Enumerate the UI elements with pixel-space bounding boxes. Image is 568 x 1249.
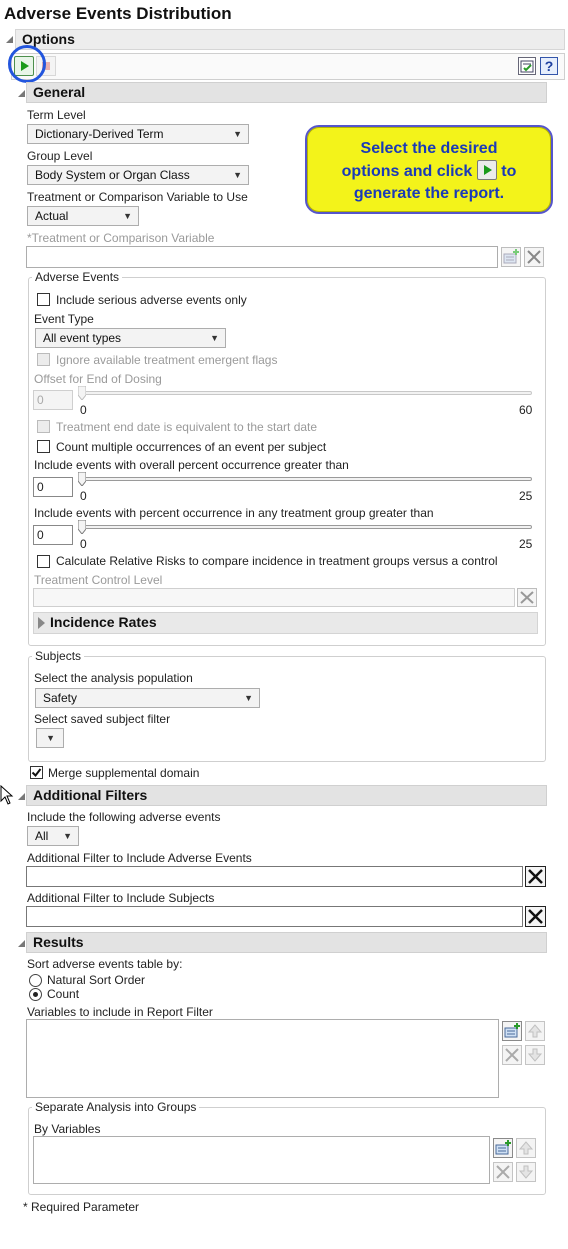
close-icon: [525, 248, 543, 266]
remove-report-filter-button[interactable]: [502, 1045, 522, 1065]
callout-line2: [307, 160, 551, 183]
ignore-flags-label: Ignore available treatment emergent flags: [56, 353, 278, 367]
help-icon[interactable]: ?: [540, 57, 558, 75]
group-level-label: Group Level: [27, 149, 93, 163]
close-icon: [494, 1163, 512, 1181]
filter-subj-label: Additional Filter to Include Subjects: [27, 891, 215, 905]
by-variables-label: By Variables: [34, 1122, 101, 1136]
move-down-button[interactable]: [525, 1045, 545, 1065]
clear-filter-subj-button[interactable]: [525, 906, 546, 927]
required-note: * Required Parameter: [23, 1200, 140, 1214]
remove-variable-button[interactable]: [524, 247, 544, 267]
group-level-select[interactable]: [27, 165, 249, 185]
offset-max-tick: 60: [519, 403, 533, 417]
group-pct-min-tick: 0: [80, 537, 87, 551]
include-ae-select[interactable]: [27, 826, 79, 846]
general-header[interactable]: General: [26, 82, 547, 103]
filter-ae-field[interactable]: [26, 866, 523, 887]
population-label: Select the analysis population: [34, 671, 193, 685]
report-filter-label: Variables to include in Report Filter: [27, 1005, 213, 1019]
chevron-down-icon: ▼: [244, 693, 253, 703]
add-report-filter-button[interactable]: [502, 1021, 522, 1041]
sort-natural-radio[interactable]: [29, 974, 42, 987]
control-level-label: Treatment Control Level: [34, 573, 163, 587]
group-pct-max-tick: 25: [519, 537, 533, 551]
chevron-down-icon: ▼: [123, 211, 132, 221]
offset-slider[interactable]: [80, 391, 532, 395]
callout-line1: Select the desired: [360, 140, 498, 157]
close-icon: [526, 907, 545, 926]
treatment-var-select[interactable]: [27, 206, 139, 226]
remove-by-variable-button[interactable]: [493, 1162, 513, 1182]
overall-pct-input[interactable]: 0: [33, 477, 73, 497]
overall-pct-label: Include events with overall percent occurrence greater than: [34, 458, 349, 472]
callout-line2b: to: [501, 163, 517, 180]
relative-risks-checkbox[interactable]: [37, 555, 50, 568]
sort-natural-label: Natural Sort Order: [47, 973, 146, 987]
chevron-down-icon: ▼: [233, 170, 242, 180]
collapse-triangle-icon[interactable]: [6, 36, 13, 43]
close-icon: [518, 589, 536, 606]
end-equiv-start-label: Treatment end date is equivalent to the start date: [56, 420, 318, 434]
group-pct-slider[interactable]: [80, 525, 532, 529]
subjects-legend: Subjects: [32, 649, 84, 663]
report-filter-list[interactable]: [26, 1019, 499, 1098]
add-list-icon: [494, 1139, 512, 1157]
include-ae-value: All: [35, 829, 49, 843]
checkmark-icon: [31, 767, 42, 778]
filter-ae-label: Additional Filter to Include Adverse Events: [27, 851, 252, 865]
add-variable-button[interactable]: [501, 247, 521, 267]
by-variables-list[interactable]: [33, 1136, 490, 1184]
sort-label: Sort adverse events table by:: [27, 957, 183, 971]
instruction-callout: [305, 125, 553, 214]
chevron-down-icon: ▼: [63, 831, 72, 841]
filter-subj-field[interactable]: [26, 906, 523, 927]
overall-pct-slider[interactable]: [80, 477, 532, 481]
options-header[interactable]: Options: [15, 29, 565, 50]
merge-supp-checkbox[interactable]: [30, 766, 43, 779]
offset-label: Offset for End of Dosing: [34, 372, 162, 386]
arrow-up-icon: [517, 1139, 535, 1157]
event-type-value: All event types: [43, 331, 122, 345]
close-icon: [503, 1046, 521, 1064]
arrow-down-icon: [526, 1046, 544, 1064]
sort-count-label: Count: [47, 987, 80, 1001]
additional-filters-header[interactable]: Additional Filters: [26, 785, 547, 806]
count-multiple-label: Count multiple occurrences of an event per subject: [56, 440, 327, 454]
group-level-value: Body System or Organ Class: [35, 168, 190, 182]
overall-pct-min-tick: 0: [80, 489, 87, 503]
slider-thumb-icon[interactable]: [78, 520, 86, 534]
play-icon: [477, 160, 497, 180]
add-list-icon: [502, 248, 520, 266]
saved-filter-select[interactable]: [36, 728, 64, 748]
chevron-down-icon: ▼: [233, 129, 242, 139]
callout-line2a: options and click: [341, 163, 473, 180]
population-select[interactable]: [35, 688, 260, 708]
treatment-required-label: *Treatment or Comparison Variable: [27, 231, 215, 245]
expand-triangle-icon[interactable]: [38, 617, 45, 629]
toolbar: [11, 53, 565, 80]
term-level-label: Term Level: [27, 108, 86, 122]
chevron-down-icon: ▼: [46, 733, 55, 743]
term-level-value: Dictionary-Derived Term: [35, 127, 164, 141]
merge-supp-label: Merge supplemental domain: [48, 766, 200, 780]
end-equiv-start-checkbox[interactable]: [37, 420, 50, 433]
move-up-button[interactable]: [525, 1021, 545, 1041]
results-header[interactable]: Results: [26, 932, 547, 953]
slider-thumb-icon[interactable]: [78, 472, 86, 486]
incidence-rates-label: Incidence Rates: [50, 614, 157, 630]
adverse-events-legend: Adverse Events: [32, 270, 122, 284]
treatment-var-value: Actual: [35, 209, 69, 223]
event-type-select[interactable]: [35, 328, 226, 348]
relative-risks-label: Calculate Relative Risks to compare incidence in treatment groups versus a control: [56, 554, 498, 568]
slider-thumb-icon[interactable]: [78, 386, 86, 400]
treatment-variable-field[interactable]: [26, 246, 498, 268]
count-multiple-checkbox[interactable]: [37, 440, 50, 453]
include-ae-label: Include the following adverse events: [27, 810, 221, 824]
event-type-label: Event Type: [34, 312, 94, 326]
add-by-variable-button[interactable]: [493, 1138, 513, 1158]
collapse-triangle-icon[interactable]: [18, 793, 25, 800]
highlight-ring: [8, 45, 46, 83]
close-icon: [526, 867, 545, 886]
ignore-flags-checkbox[interactable]: [37, 353, 50, 366]
mouse-cursor-icon: [0, 785, 14, 805]
callout-line3: generate the report.: [353, 185, 505, 202]
separate-groups-legend: Separate Analysis into Groups: [32, 1100, 199, 1114]
group-pct-input[interactable]: 0: [33, 525, 73, 545]
serious-only-label: Include serious adverse events only: [56, 293, 247, 307]
window-title: Adverse Events Distribution: [4, 4, 232, 23]
clear-filter-ae-button[interactable]: [525, 866, 546, 887]
collapse-triangle-icon[interactable]: [18, 90, 25, 97]
add-list-icon: [503, 1022, 521, 1040]
population-value: Safety: [43, 691, 78, 705]
chevron-down-icon: ▼: [210, 333, 219, 343]
by-move-down-button[interactable]: [516, 1162, 536, 1182]
clear-control-button[interactable]: [517, 588, 537, 607]
saved-filter-label: Select saved subject filter: [34, 712, 171, 726]
treatment-var-label: Treatment or Comparison Variable to Use: [27, 190, 248, 204]
control-level-field[interactable]: [33, 588, 515, 607]
by-move-up-button[interactable]: [516, 1138, 536, 1158]
serious-only-checkbox[interactable]: [37, 293, 50, 306]
arrow-down-icon: [517, 1163, 535, 1181]
group-pct-label: Include events with percent occurrence in any treatment group greater than: [34, 506, 434, 520]
offset-input[interactable]: 0: [33, 390, 73, 410]
arrow-up-icon: [526, 1022, 544, 1040]
overall-pct-max-tick: 25: [519, 489, 533, 503]
sort-count-radio[interactable]: [29, 988, 42, 1001]
term-level-select[interactable]: [27, 124, 249, 144]
settings-icon[interactable]: [518, 57, 536, 75]
collapse-triangle-icon[interactable]: [18, 940, 25, 947]
offset-min-tick: 0: [80, 403, 87, 417]
